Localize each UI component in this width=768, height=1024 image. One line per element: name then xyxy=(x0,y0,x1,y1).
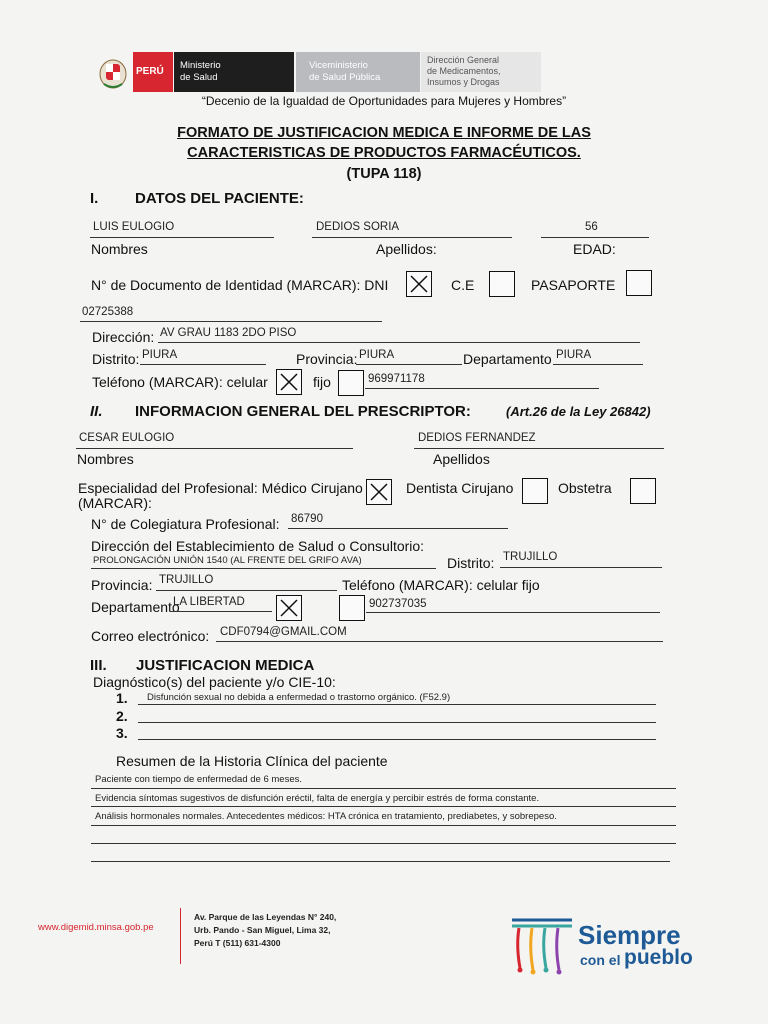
prescriber-phone-value[interactable]: 902737035 xyxy=(369,598,427,610)
section1-number: I. xyxy=(90,190,99,207)
diagnosis-number: 1. xyxy=(116,690,128,706)
prescriber-cell-checkbox[interactable] xyxy=(276,595,302,621)
dni-checkbox[interactable] xyxy=(406,271,432,297)
checkmark-x-icon xyxy=(407,272,431,296)
form-title-tupa: (TUPA 118) xyxy=(346,166,422,182)
patient-names-value[interactable]: LUIS EULOGIO xyxy=(93,221,175,233)
phone-line xyxy=(365,388,599,389)
district-label: Distrito: xyxy=(92,351,140,367)
department-value[interactable]: PIURA xyxy=(556,349,592,361)
facility-province-value[interactable]: TRUJILLO xyxy=(159,574,214,586)
patient-age-line xyxy=(541,237,649,238)
section2-law: (Art.26 de la Ley 26842) xyxy=(506,404,651,419)
department-label: Departamento xyxy=(463,351,552,367)
department-line xyxy=(553,364,643,365)
clinical-summary-rule xyxy=(91,788,676,789)
facility-province-line xyxy=(156,590,337,591)
province-value[interactable]: PIURA xyxy=(359,349,395,361)
facility-value[interactable]: PROLONGACIÓN UNIÓN 1540 (AL FRENTE DEL GRIFO AVA) xyxy=(93,555,362,566)
footer-address-line2: Urb. Pando - San Miguel, Lima 32, xyxy=(194,925,331,935)
vice-ministry-line1: Viceministerio xyxy=(309,60,368,71)
obstetrician-checkbox[interactable] xyxy=(630,478,656,504)
section3-heading: JUSTIFICACION MEDICA xyxy=(136,657,315,674)
province-line xyxy=(356,364,462,365)
ministry-line1: Ministerio xyxy=(180,60,221,71)
diagnosis-number: 2. xyxy=(116,708,128,724)
clinical-summary-rule xyxy=(91,825,676,826)
dentist-label: Dentista Cirujano xyxy=(406,480,514,496)
specialty-label-mark: (MARCAR): xyxy=(78,495,152,511)
clinical-summary-line[interactable]: Paciente con tiempo de enfermedad de 6 meses. xyxy=(95,774,303,785)
section3-number: III. xyxy=(90,657,107,674)
facility-province-label: Provincia: xyxy=(91,577,153,593)
vice-ministry-line2: de Salud Pública xyxy=(309,72,381,83)
slogan-line1: Siempre xyxy=(578,920,681,950)
form-title-line1: FORMATO DE JUSTIFICACION MEDICA E INFORME DE LAS xyxy=(177,125,591,141)
cell-checkbox[interactable] xyxy=(276,369,302,395)
obstetrician-label: Obstetra xyxy=(558,480,612,496)
diagnosis-value[interactable]: Disfunción sexual no debida a enfermedad o trastorno orgánico. (F52.9) xyxy=(147,692,451,703)
section2-heading: INFORMACION GENERAL DEL PRESCRIPTOR: xyxy=(135,403,471,420)
checkmark-x-icon xyxy=(277,596,301,620)
clinical-summary-line[interactable]: Evidencia síntomas sugestivos de disfunción eréctil, falta de energía y percibir estrés de forma constante. xyxy=(95,793,540,804)
section2-number: II. xyxy=(90,403,103,420)
license-value[interactable]: 86790 xyxy=(291,513,323,525)
facility-district-value[interactable]: TRUJILLO xyxy=(503,551,558,563)
address-label: Dirección: xyxy=(92,329,155,345)
passport-checkbox[interactable] xyxy=(626,270,652,296)
prescriber-phone-label: Teléfono (MARCAR): celular fijo xyxy=(342,577,540,593)
facility-department-label: Departamento xyxy=(91,599,180,615)
prescriber-names-label: Nombres xyxy=(77,451,134,467)
clinical-summary-line[interactable]: Análisis hormonales normales. Antecedentes médicos: HTA crónica en tratamiento, prediabetes, y sobrepeso. xyxy=(95,811,557,822)
ce-label: C.E xyxy=(451,277,475,293)
directorate-line3: Insumos y Drogas xyxy=(427,77,500,87)
coat-of-arms-icon xyxy=(96,54,130,90)
email-label: Correo electrónico: xyxy=(91,628,210,644)
section1-heading: DATOS DEL PACIENTE: xyxy=(135,190,304,207)
checkmark-x-icon xyxy=(367,480,391,504)
clinical-summary-label: Resumen de la Historia Clínica del paciente xyxy=(116,753,388,769)
prescriber-names-line xyxy=(76,448,353,449)
phone-value[interactable]: 969971178 xyxy=(368,373,425,385)
license-label: N° de Colegiatura Profesional: xyxy=(91,516,280,532)
checkmark-x-icon xyxy=(277,370,301,394)
decade-motto: “Decenio de la Igualdad de Oportunidades para Mujeres y Hombres” xyxy=(201,94,567,108)
patient-surnames-value[interactable]: DEDIOS SORIA xyxy=(316,221,400,233)
prescriber-surnames-label: Apellidos xyxy=(433,451,490,467)
prescriber-fixed-checkbox[interactable] xyxy=(339,595,365,621)
diagnosis-number: 3. xyxy=(116,725,128,741)
footer-address-line1: Av. Parque de las Leyendas N° 240, xyxy=(194,912,337,922)
doctor-checkbox[interactable] xyxy=(366,479,392,505)
siempre-con-el-pueblo-icon xyxy=(510,916,574,976)
prescriber-surnames-line xyxy=(414,448,664,449)
facility-label: Dirección del Establecimiento de Salud o Consultorio: xyxy=(91,538,425,554)
license-line xyxy=(288,528,508,529)
patient-names-line xyxy=(90,237,274,238)
slogan-line2a: con el xyxy=(580,952,621,968)
province-label: Provincia: xyxy=(296,351,358,367)
diagnosis-label: Diagnóstico(s) del paciente y/o CIE-10: xyxy=(93,674,336,690)
document-number-value[interactable]: 02725388 xyxy=(82,306,134,318)
facility-line xyxy=(91,568,436,569)
address-value[interactable]: AV GRAU 1183 2DO PISO xyxy=(160,327,297,339)
facility-district-line xyxy=(500,567,662,568)
id-document-label: N° de Documento de Identidad (MARCAR): DNI xyxy=(91,277,389,293)
prescriber-phone-line xyxy=(366,612,660,613)
diagnosis-line xyxy=(138,739,656,740)
dentist-checkbox[interactable] xyxy=(522,478,548,504)
ministry-line2: de Salud xyxy=(180,72,218,83)
patient-age-value[interactable]: 56 xyxy=(585,221,598,233)
slogan-line2b: pueblo xyxy=(624,946,693,969)
form-title-line2: CARACTERISTICAS DE PRODUCTOS FARMACÉUTICOS. xyxy=(187,145,581,161)
specialty-label: Especialidad del Profesional: Médico Cirujano xyxy=(78,480,363,496)
facility-district-label: Distrito: xyxy=(447,555,495,571)
directorate-line1: Dirección General xyxy=(427,55,500,65)
footer-address-line3: Perú T (511) 631-4300 xyxy=(194,938,281,948)
fixed-label: fijo xyxy=(313,374,331,390)
address-line xyxy=(158,342,640,343)
email-value[interactable]: CDF0794@GMAIL.COM xyxy=(220,626,347,638)
district-line xyxy=(140,364,266,365)
fixed-checkbox[interactable] xyxy=(338,370,364,396)
footer-website[interactable]: www.digemid.minsa.gob.pe xyxy=(38,922,154,933)
district-value[interactable]: PIURA xyxy=(142,349,178,361)
passport-label: PASAPORTE xyxy=(531,277,616,293)
clinical-summary-rule xyxy=(91,861,670,862)
facility-department-value[interactable]: LA LIBERTAD xyxy=(173,596,245,608)
facility-department-line xyxy=(170,611,272,612)
directorate-line2: de Medicamentos, xyxy=(427,66,501,76)
patient-names-label: Nombres xyxy=(91,241,148,257)
patient-surnames-line xyxy=(312,237,512,238)
patient-age-label: EDAD: xyxy=(573,241,616,257)
prescriber-surnames-value[interactable]: DEDIOS FERNANDEZ xyxy=(418,432,536,444)
clinical-summary-rule xyxy=(91,806,676,807)
clinical-summary-rule xyxy=(91,843,676,844)
phone-label: Teléfono (MARCAR): celular xyxy=(92,374,268,390)
email-line xyxy=(216,641,663,642)
patient-surnames-label: Apellidos: xyxy=(376,241,437,257)
prescriber-names-value[interactable]: CESAR EULOGIO xyxy=(79,432,175,444)
peru-label: PERÚ xyxy=(136,66,164,77)
ce-checkbox[interactable] xyxy=(489,271,515,297)
diagnosis-line xyxy=(138,704,656,705)
document-number-line xyxy=(80,321,382,322)
diagnosis-line xyxy=(138,722,656,723)
footer-divider xyxy=(180,908,181,964)
